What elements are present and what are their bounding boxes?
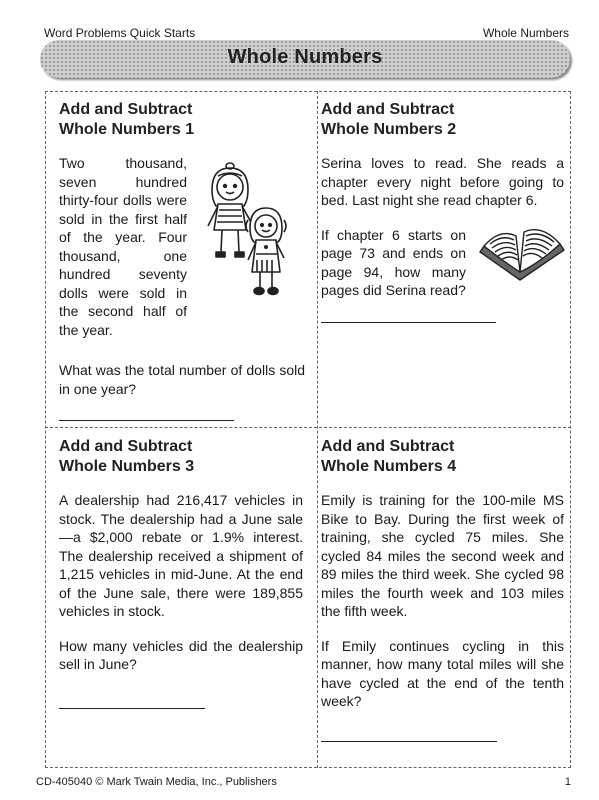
page-number: 1 bbox=[564, 776, 571, 788]
card-title-line1: Add and Subtract bbox=[321, 438, 455, 455]
answer-line bbox=[59, 420, 234, 421]
answer-line bbox=[321, 741, 497, 742]
problem-card-4 bbox=[321, 437, 564, 742]
card-title bbox=[321, 100, 564, 140]
problem-text: Two thousand, seven hundred thirty-four dolls were sold in the first half of the year. Four thousand, one hundred seventy dolls were sold in the second half of the year. bbox=[59, 155, 187, 338]
card-title-line1: Add and Subtract bbox=[321, 101, 455, 118]
title-banner bbox=[40, 40, 570, 78]
problem-text: Emily is training for the 100-mile MS Bike to Bay. During the first week of training, she cycled 75 miles. She cycled 84 miles the second week and 89 miles the third week. She cycled 98 miles the fourth week and 103 miles the fifth week. bbox=[321, 492, 564, 619]
problem-card-3 bbox=[59, 437, 303, 709]
card-title-line1: Add and Subtract bbox=[59, 101, 193, 118]
card-title-line2: Whole Numbers 4 bbox=[321, 458, 457, 475]
card-title-line1: Add and Subtract bbox=[59, 438, 193, 455]
problem-question: What was the total number of dolls sold in one year? bbox=[59, 362, 305, 397]
card-title bbox=[59, 100, 305, 140]
footer-publisher: CD-405040 © Mark Twain Media, Inc., Publishers bbox=[36, 776, 277, 788]
answer-line bbox=[59, 708, 205, 709]
running-header-left: Word Problems Quick Starts bbox=[44, 26, 196, 40]
problem-question: If Emily continues cycling in this manner, how many total miles will she have cycled at the end of the tenth week? bbox=[321, 637, 564, 709]
problem-question: How many vehicles did the dealership sell in June? bbox=[59, 637, 303, 672]
card-title-line2: Whole Numbers 2 bbox=[321, 121, 457, 138]
open-book-illustration bbox=[476, 222, 568, 292]
running-header-right: Whole Numbers bbox=[482, 26, 569, 40]
problem-text: A dealership had 216,417 vehicles in stock. The dealership had a June sale—a $2,000 rebate or 1.9% interest. The dealership received a shipment of 1,215 vehicles in mid-June. At the end of the June sale, there were 189,855 vehicles in stock. bbox=[59, 492, 303, 619]
card-title bbox=[321, 437, 564, 477]
answer-line bbox=[321, 322, 496, 323]
grid-divider-horizontal bbox=[45, 427, 571, 428]
problem-question: If chapter 6 starts on page 73 and ends on page 94, how many pages did Serina read? bbox=[321, 226, 466, 298]
problem-text: Serina loves to read. She reads a chapter every night before going to bed. Last night she read chapter 6. bbox=[321, 155, 564, 208]
grid-divider-vertical bbox=[317, 91, 318, 768]
card-title bbox=[59, 437, 303, 477]
two-dolls-illustration bbox=[200, 160, 300, 305]
card-title-line2: Whole Numbers 1 bbox=[59, 121, 195, 138]
card-title-line2: Whole Numbers 3 bbox=[59, 458, 195, 475]
page-title: Whole Numbers bbox=[227, 46, 383, 68]
